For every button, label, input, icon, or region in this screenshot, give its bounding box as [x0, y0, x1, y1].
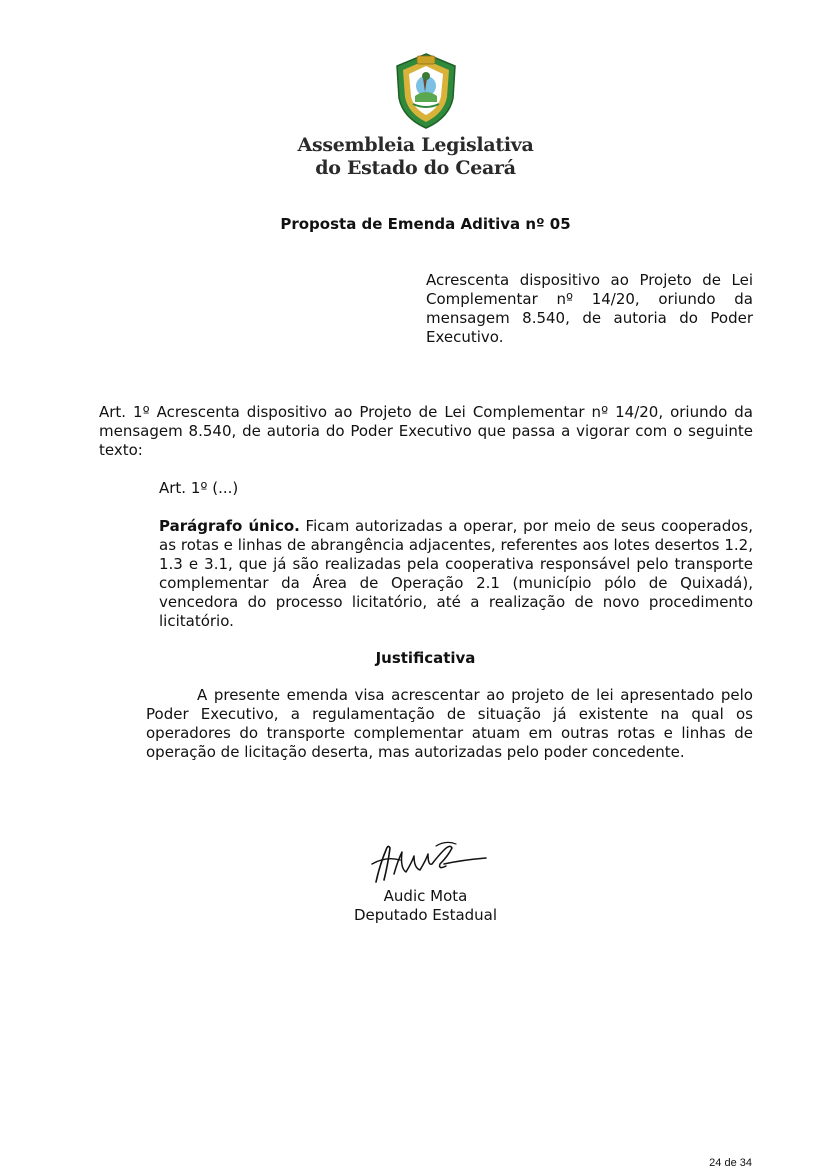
institution-name-line2: do Estado do Ceará — [315, 157, 516, 179]
state-coat-of-arms-icon — [393, 52, 459, 130]
article-1-reference: Art. 1º (...) — [159, 479, 239, 497]
justification-title: Justificativa — [375, 649, 476, 667]
institution-name-line1: Assembleia Legislativa — [297, 134, 534, 156]
sole-paragraph-text: Ficam autorizadas a operar, por meio de seus cooperados, as rotas e linhas de abrangência adjacentes, referentes aos lotes desertos 1.2, 1.3 e 3.1, que já são realizadas pela cooperativa responsável pelo transporte complementar da Área de Operação 2.1 (município pólo de Quixadá), vencedora do processo licitatório, até a realização de novo procedimento licitatório. — [159, 517, 754, 630]
signer-role: Deputado Estadual — [353, 906, 498, 924]
ementa-text: Acrescenta dispositivo ao Projeto de Lei Complementar nº 14/20, oriundo da mensagem 8.540, de autoria do Poder Executivo. — [426, 271, 753, 346]
handwritten-signature — [366, 834, 488, 890]
sole-paragraph — [159, 517, 753, 631]
page-number: 24 de 34 — [709, 1157, 752, 1169]
signer-name: Audic Mota — [383, 887, 468, 905]
justification-text: A presente emenda visa acrescentar ao projeto de lei apresentado pelo Poder Executivo, a regulamentação de situação já existente na qual os operadores do transporte complementar atuam em outras rotas e linhas de operação de licitação deserta, mas autorizadas pelo poder concedente. — [146, 686, 753, 761]
sole-paragraph-label: Parágrafo único. — [159, 517, 300, 535]
document-title: Proposta de Emenda Aditiva nº 05 — [280, 215, 571, 233]
article-1-text: Art. 1º Acrescenta dispositivo ao Projeto de Lei Complementar nº 14/20, oriundo da mensagem 8.540, de autoria do Poder Executivo que passa a vigorar com o seguinte texto: — [99, 403, 753, 459]
